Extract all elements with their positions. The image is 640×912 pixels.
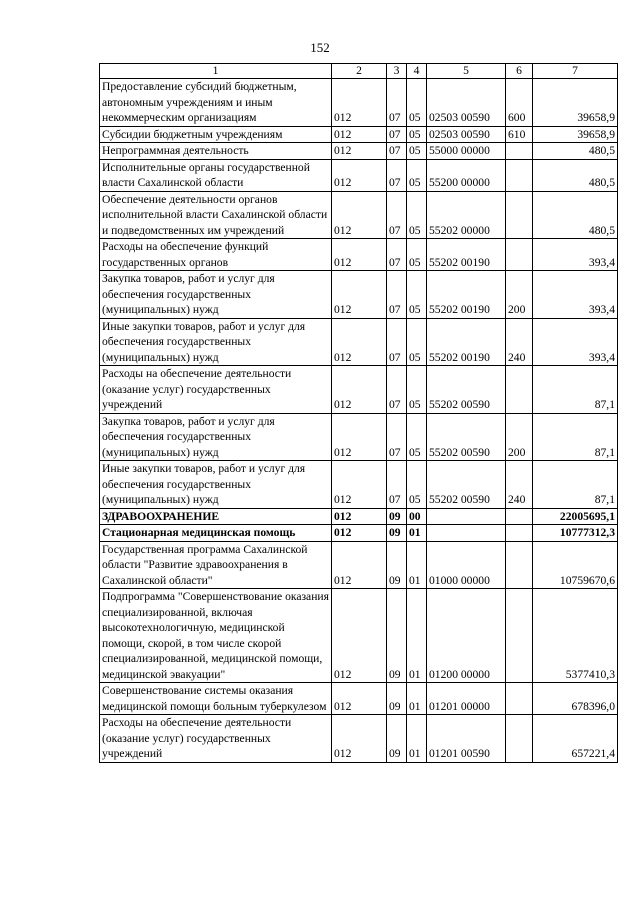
- cell-name: Подпрограмма "Совершенствование оказания специализированной, включая высокотехнологичную, медицинской помощи, скорой, в том числе скорой специализированной, медицинской помощи, медицинской эвакуации": [100, 589, 332, 683]
- cell-ministry-code: 012: [332, 79, 387, 127]
- table-row: [100, 159, 618, 191]
- table-row: [100, 525, 618, 542]
- cell-target-article: 55202 00190: [427, 239, 506, 271]
- cell-amount: 393,4: [533, 271, 618, 319]
- table-body: [100, 79, 618, 763]
- cell-expense-type: 200: [506, 413, 533, 461]
- cell-subsection: 05: [407, 126, 427, 143]
- cell-name: Непрограммная деятельность: [100, 143, 332, 160]
- cell-ministry-code: 012: [332, 143, 387, 160]
- cell-subsection: 01: [407, 525, 427, 542]
- cell-target-article: 01200 00000: [427, 589, 506, 683]
- page-number: 152: [310, 40, 330, 55]
- cell-ministry-code: 012: [332, 413, 387, 461]
- cell-target-article: 55202 00590: [427, 461, 506, 509]
- cell-ministry-code: 012: [332, 508, 387, 525]
- cell-subsection: 05: [407, 159, 427, 191]
- table-row: [100, 541, 618, 589]
- cell-expense-type: 610: [506, 126, 533, 143]
- cell-expense-type: [506, 525, 533, 542]
- cell-amount: 39658,9: [533, 126, 618, 143]
- column-header: 5: [427, 64, 506, 79]
- cell-section: 07: [387, 159, 407, 191]
- cell-amount: 39658,9: [533, 79, 618, 127]
- cell-amount: 10759670,6: [533, 541, 618, 589]
- cell-amount: 480,5: [533, 143, 618, 160]
- cell-expense-type: 240: [506, 461, 533, 509]
- cell-expense-type: [506, 541, 533, 589]
- cell-ministry-code: 012: [332, 239, 387, 271]
- cell-section: 07: [387, 191, 407, 239]
- cell-name: Закупка товаров, работ и услуг для обеспечения государственных (муниципальных) нужд: [100, 413, 332, 461]
- cell-name: Закупка товаров, работ и услуг для обеспечения государственных (муниципальных) нужд: [100, 271, 332, 319]
- cell-subsection: 01: [407, 683, 427, 715]
- cell-target-article: 55202 00590: [427, 413, 506, 461]
- cell-target-article: 55202 00590: [427, 366, 506, 414]
- cell-amount: 87,1: [533, 461, 618, 509]
- table-row: [100, 318, 618, 366]
- cell-amount: 87,1: [533, 366, 618, 414]
- cell-section: 07: [387, 271, 407, 319]
- cell-target-article: [427, 525, 506, 542]
- cell-ministry-code: 012: [332, 126, 387, 143]
- cell-target-article: [427, 508, 506, 525]
- cell-ministry-code: 012: [332, 589, 387, 683]
- table-row: [100, 715, 618, 763]
- table-header-row: [100, 64, 618, 79]
- cell-ministry-code: 012: [332, 715, 387, 763]
- cell-expense-type: [506, 159, 533, 191]
- cell-name: Стационарная медицинская помощь: [100, 525, 332, 542]
- cell-ministry-code: 012: [332, 318, 387, 366]
- column-header: 6: [506, 64, 533, 79]
- cell-name: ЗДРАВООХРАНЕНИЕ: [100, 508, 332, 525]
- cell-name: Расходы на обеспечение деятельности (оказание услуг) государственных учреждений: [100, 715, 332, 763]
- cell-amount: 480,5: [533, 191, 618, 239]
- cell-expense-type: 600: [506, 79, 533, 127]
- cell-section: 07: [387, 461, 407, 509]
- cell-ministry-code: 012: [332, 191, 387, 239]
- cell-expense-type: 200: [506, 271, 533, 319]
- cell-name: Обеспечение деятельности органов исполнительной власти Сахалинской области и подведомственных им учреждений: [100, 191, 332, 239]
- table-row: [100, 271, 618, 319]
- cell-subsection: 01: [407, 589, 427, 683]
- cell-section: 07: [387, 79, 407, 127]
- cell-target-article: 01201 00000: [427, 683, 506, 715]
- cell-target-article: 01201 00590: [427, 715, 506, 763]
- cell-target-article: 55202 00000: [427, 191, 506, 239]
- cell-section: 07: [387, 239, 407, 271]
- cell-subsection: 05: [407, 271, 427, 319]
- table-row: [100, 191, 618, 239]
- cell-subsection: 05: [407, 318, 427, 366]
- cell-expense-type: [506, 589, 533, 683]
- cell-name: Иные закупки товаров, работ и услуг для обеспечения государственных (муниципальных) нужд: [100, 461, 332, 509]
- cell-section: 09: [387, 715, 407, 763]
- cell-subsection: 01: [407, 715, 427, 763]
- cell-ministry-code: 012: [332, 525, 387, 542]
- table-row: [100, 79, 618, 127]
- cell-subsection: 05: [407, 143, 427, 160]
- cell-amount: 87,1: [533, 413, 618, 461]
- cell-target-article: 02503 00590: [427, 79, 506, 127]
- cell-expense-type: [506, 191, 533, 239]
- cell-amount: 10777312,3: [533, 525, 618, 542]
- cell-subsection: 05: [407, 413, 427, 461]
- cell-section: 07: [387, 126, 407, 143]
- cell-expense-type: [506, 683, 533, 715]
- table-row: [100, 413, 618, 461]
- cell-section: 07: [387, 318, 407, 366]
- cell-section: 09: [387, 541, 407, 589]
- cell-section: 07: [387, 143, 407, 160]
- cell-ministry-code: 012: [332, 683, 387, 715]
- cell-expense-type: [506, 508, 533, 525]
- cell-subsection: 05: [407, 191, 427, 239]
- cell-expense-type: [506, 366, 533, 414]
- cell-target-article: 55202 00190: [427, 318, 506, 366]
- cell-section: 07: [387, 366, 407, 414]
- cell-amount: 393,4: [533, 318, 618, 366]
- cell-expense-type: 240: [506, 318, 533, 366]
- cell-section: 09: [387, 683, 407, 715]
- cell-subsection: 00: [407, 508, 427, 525]
- cell-expense-type: [506, 715, 533, 763]
- table-row: [100, 461, 618, 509]
- cell-name: Совершенствование системы оказания медицинской помощи больным туберкулезом: [100, 683, 332, 715]
- table-row: [100, 126, 618, 143]
- table-row: [100, 683, 618, 715]
- cell-section: 09: [387, 508, 407, 525]
- column-header: 2: [332, 64, 387, 79]
- cell-amount: 393,4: [533, 239, 618, 271]
- cell-subsection: 05: [407, 79, 427, 127]
- table-row: [100, 589, 618, 683]
- cell-name: Иные закупки товаров, работ и услуг для обеспечения государственных (муниципальных) нужд: [100, 318, 332, 366]
- column-header: 4: [407, 64, 427, 79]
- cell-ministry-code: 012: [332, 159, 387, 191]
- cell-target-article: 55200 00000: [427, 159, 506, 191]
- cell-name: Государственная программа Сахалинской области "Развитие здравоохранения в Сахалинской области": [100, 541, 332, 589]
- table-row: [100, 508, 618, 525]
- cell-name: Расходы на обеспечение деятельности (оказание услуг) государственных учреждений: [100, 366, 332, 414]
- cell-subsection: 01: [407, 541, 427, 589]
- cell-ministry-code: 012: [332, 461, 387, 509]
- cell-target-article: 55202 00190: [427, 271, 506, 319]
- cell-section: 09: [387, 525, 407, 542]
- budget-table: [99, 63, 618, 763]
- cell-name: Исполнительные органы государственной власти Сахалинской области: [100, 159, 332, 191]
- cell-name: Предоставление субсидий бюджетным, автономным учреждениям и иным некоммерческим организациям: [100, 79, 332, 127]
- cell-amount: 657221,4: [533, 715, 618, 763]
- cell-name: Субсидии бюджетным учреждениям: [100, 126, 332, 143]
- cell-expense-type: [506, 143, 533, 160]
- cell-section: 09: [387, 589, 407, 683]
- cell-name: Расходы на обеспечение функций государственных органов: [100, 239, 332, 271]
- cell-subsection: 05: [407, 239, 427, 271]
- cell-ministry-code: 012: [332, 271, 387, 319]
- column-header: 3: [387, 64, 407, 79]
- cell-target-article: 02503 00590: [427, 126, 506, 143]
- cell-ministry-code: 012: [332, 366, 387, 414]
- cell-target-article: 01000 00000: [427, 541, 506, 589]
- cell-subsection: 05: [407, 461, 427, 509]
- cell-subsection: 05: [407, 366, 427, 414]
- column-header: 1: [100, 64, 332, 79]
- cell-ministry-code: 012: [332, 541, 387, 589]
- cell-amount: 5377410,3: [533, 589, 618, 683]
- cell-target-article: 55000 00000: [427, 143, 506, 160]
- cell-amount: 678396,0: [533, 683, 618, 715]
- cell-section: 07: [387, 413, 407, 461]
- table-row: [100, 239, 618, 271]
- table-row: [100, 366, 618, 414]
- cell-amount: 480,5: [533, 159, 618, 191]
- cell-expense-type: [506, 239, 533, 271]
- table-row: [100, 143, 618, 160]
- column-header: 7: [533, 64, 618, 79]
- cell-amount: 22005695,1: [533, 508, 618, 525]
